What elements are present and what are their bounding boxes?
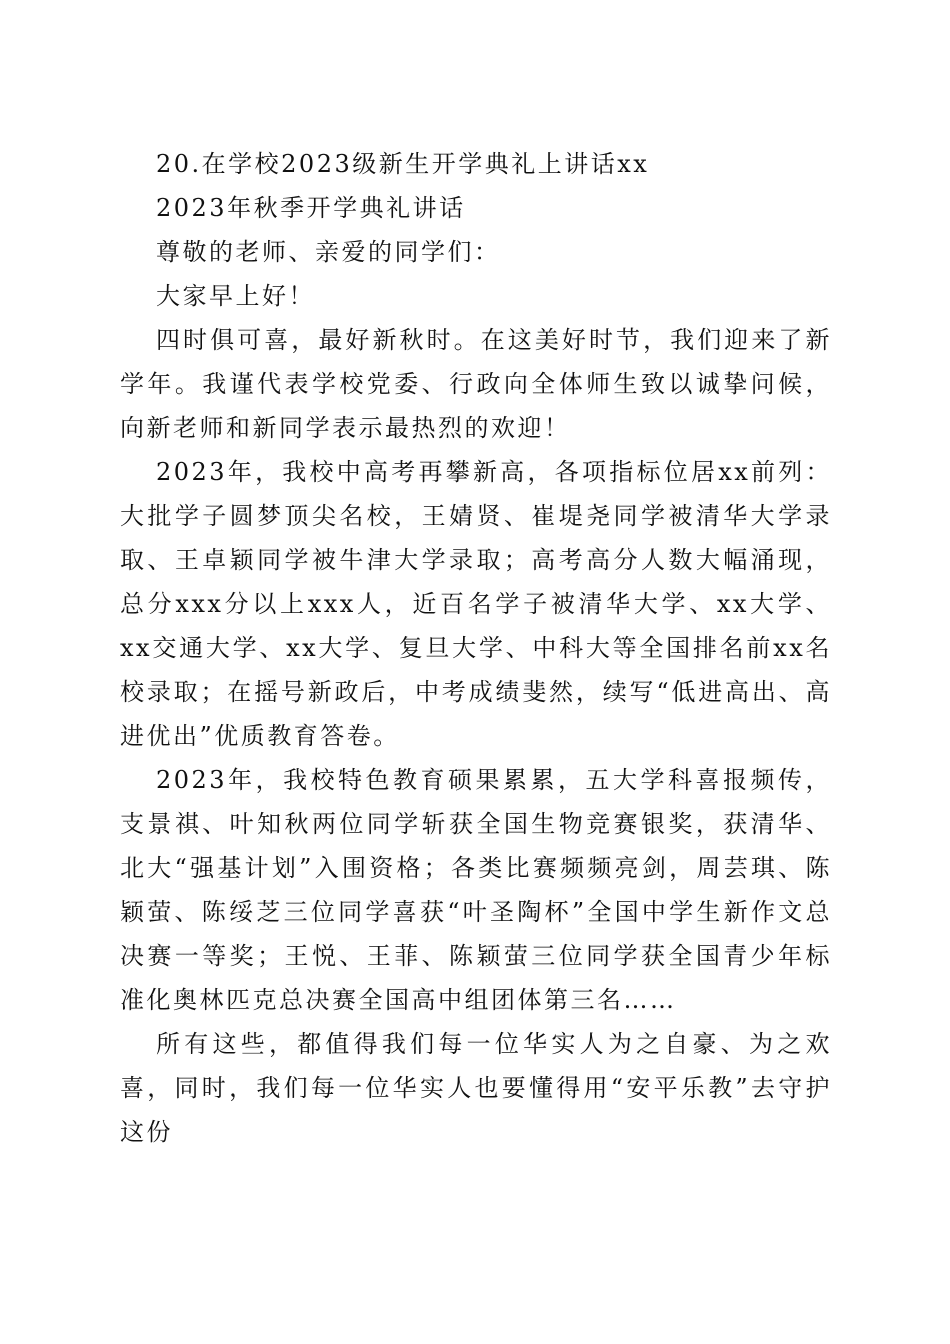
paragraph-1: 四时俱可喜，最好新秋时。在这美好时节，我们迎来了新学年。我谨代表学校党委、行政向全体师生致以诚挚问候，向新老师和新同学表示最热烈的欢迎！ [120,326,832,442]
paragraph-4: 所有这些，都值得我们每一位华实人为之自豪、为之欢喜，同时，我们每一位华实人也要懂得用“安平乐教”去守护这份 [120,1030,832,1146]
greeting: 大家早上好！ [156,282,315,310]
paragraph-3: 2023年，我校特色教育硕果累累，五大学科喜报频传，支景祺、叶知秋两位同学斩获全国生物竞赛银奖，获清华、北大“强基计划”入围资格；各类比赛频频亮剑，周芸琪、陈颖萤、陈绥芝三位同学喜获“叶圣陶杯”全国中学生新作文总决赛一等奖；王悦、王菲、陈颖萤三位同学获全国青少年标准化奥林匹克总决赛全国高中组团体第三名…… [120,766,832,1014]
document-subtitle: 2023年秋季开学典礼讲话 [156,194,466,222]
paragraph-2: 2023年，我校中高考再攀新高，各项指标位居xx前列：大批学子圆梦顶尖名校，王婧贤、崔堤尧同学被清华大学录取、王卓颖同学被牛津大学录取；高考高分人数大幅涌现，总分xxx分以上xxx人，近百名学子被清华大学、xx大学、xx交通大学、xx大学、复旦大学、中科大等全国排名前xx名校录取；在摇号新政后，中考成绩斐然，续写“低进高出、高进优出”优质教育答卷。 [120,458,832,750]
document-heading: 20.在学校2023级新生开学典礼上讲话xx [156,150,650,178]
document-body [120,142,832,1154]
salutation: 尊敬的老师、亲爱的同学们： [156,238,501,266]
